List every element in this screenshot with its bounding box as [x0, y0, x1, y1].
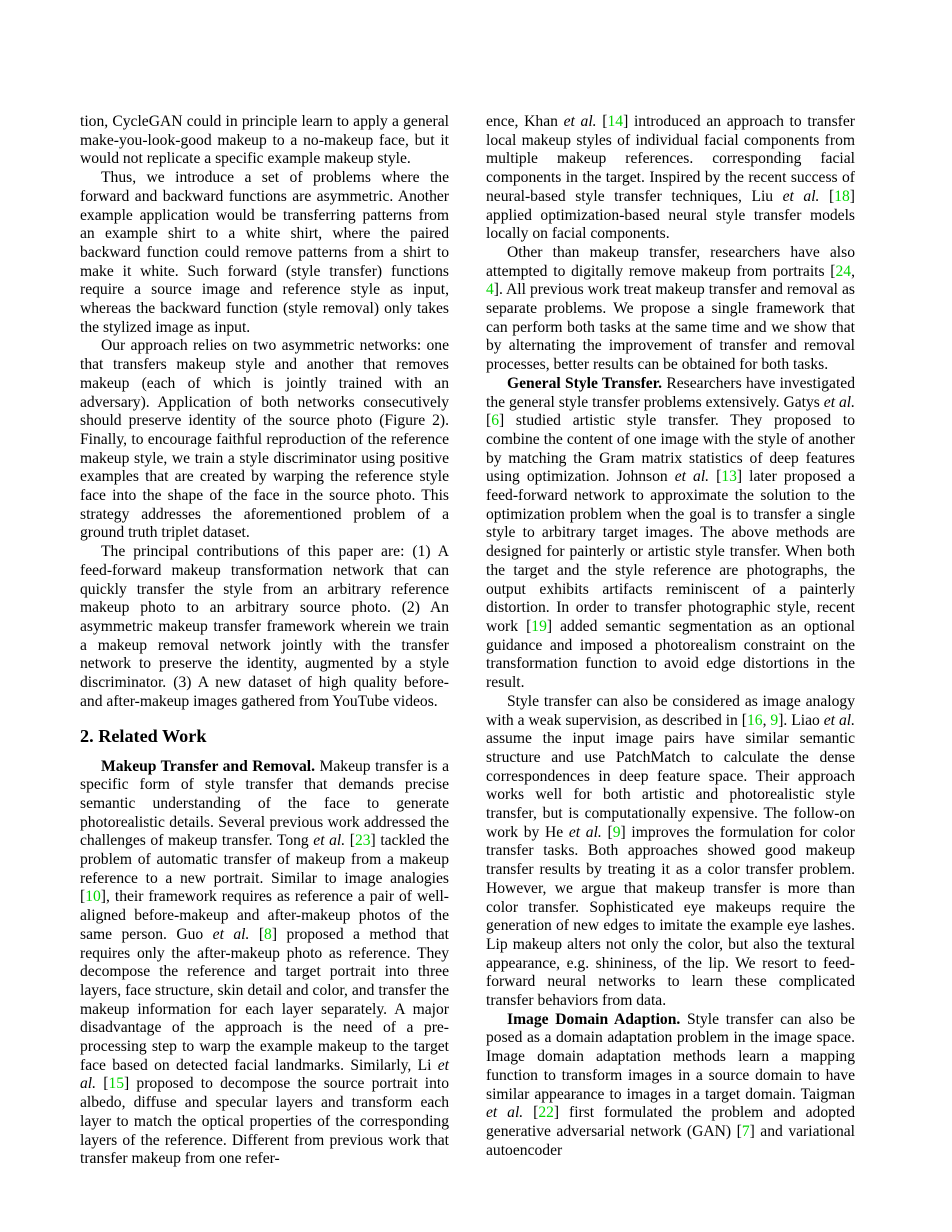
- italic-text: et al.: [563, 113, 597, 130]
- body-text: ] studied artistic style transfer. They proposed to combine the content of one image with the style of another by matching the Gram matrix statistics of deep features using optimization. Johnson: [486, 412, 855, 486]
- body-text: tion, CycleGAN could in principle learn to apply a general make-you-look-good makeup to a no-makeup face, but it would not replicate a specific example makeup style.: [80, 113, 449, 168]
- body-text: Thus, we introduce a set of problems where the forward and backward functions are asymmetric. Another example application would be transferring patterns from an example shirt to a white shirt, where the paired backward function could remove patterns from a shirt to make it white. Such forward (style transfer) functions require a source image and reference style as input, whereas the backward function (style removal) only takes the stylized image as input.: [80, 169, 449, 336]
- citation-link[interactable]: 10: [85, 888, 101, 906]
- paragraph: [486, 244, 855, 375]
- body-text: ] first formulated the problem and adopted generative adversarial network (GAN) [: [486, 1104, 855, 1140]
- body-text: ]. All previous work treat makeup transfer and removal as separate problems. We propose a single framework that can perform both tasks at the same time and we show that by alternating the improvement of transfer and removal processes, better results can be obtained for both tasks.: [486, 281, 855, 374]
- paragraph: [486, 113, 855, 244]
- body-text: ] proposed a method that requires only the after-makeup photo as reference. They decompose the reference and target portrait into three layers, face structure, skin detail and color, and transfer the makeup information for each layer separately. A major disadvantage of the approach is the need of a pre-processing step to warp the example makeup to the target face based on detected facial landmarks. Similarly, Li: [80, 925, 449, 1074]
- citation-link[interactable]: 6: [491, 412, 499, 430]
- citation-link[interactable]: 15: [108, 1075, 125, 1093]
- italic-text: et al.: [823, 393, 855, 411]
- paragraph: [80, 543, 449, 711]
- italic-text: et al.: [674, 468, 710, 486]
- text-column-left: [80, 113, 449, 1169]
- body-text: Our approach relies on two asymmetric networks: one that transfers makeup style and another that removes makeup (each of which is jointly trained with an adversary). Application of both networks consecutively should preserve identity of the source photo (Figure 2). Finally, to encourage faithful reproduction of the reference makeup style, we train a style discriminator using positive examples that are created by warping the reference style face into the shape of the face in the source photo. This strategy addresses the aforementioned problem of a ground truth triplet dataset.: [80, 337, 449, 542]
- body-text: ] and variational autoencoder: [486, 1122, 855, 1159]
- paragraph: [80, 758, 449, 1169]
- body-text: Makeup transfer is a specific form of style transfer that demands precise semantic understanding of the face to generate photorealistic details. Several previous work addressed the challenges of makeup transfer. Tong: [80, 757, 449, 850]
- body-text: ] introduced an approach to transfer local makeup styles of individual facial components from multiple makeup references. corresponding facial components in the target. Inspired by the recent success of neural-based style transfer techniques, Liu: [486, 113, 855, 205]
- body-text: The principal contributions of this paper are: (1) A feed-forward makeup transformation network that can quickly transfer the style from an arbitrary reference makeup photo to an arbitrary source photo. (2) An asymmetric makeup transfer framework wherein we train a makeup removal network jointly with the transfer network to preserve the identity, augmented by a style discriminator. (3) A new dataset of high quality before- and after-makeup images gathered from YouTube videos.: [80, 543, 449, 710]
- citation-link[interactable]: 16: [746, 711, 763, 729]
- body-text: [: [249, 925, 265, 943]
- citation-link[interactable]: 9: [612, 823, 621, 841]
- citation-link[interactable]: 24: [835, 262, 852, 280]
- body-text: Style transfer can also be posed as a domain adaptation problem in the image space. Image domain adaptation methods learn a mapping function to transform images in a source domain to have similar appearance to images in a target domain. Taigman: [486, 1010, 855, 1103]
- body-text: [: [345, 832, 355, 850]
- citation-link[interactable]: 13: [721, 468, 737, 486]
- paragraph-lead-bold: Makeup Transfer and Removal.: [101, 757, 316, 775]
- body-text: ] applied optimization-based neural style transfer models locally on facial components.: [486, 187, 855, 243]
- body-text: ,: [762, 711, 771, 729]
- body-text: ], their framework requires as reference a pair of well-aligned before-makeup and after-makeup photos of the same person. Guo: [80, 888, 449, 943]
- citation-link[interactable]: 22: [538, 1104, 554, 1122]
- italic-text: et al.: [782, 187, 820, 205]
- citation-link[interactable]: 4: [486, 281, 494, 299]
- body-text: [: [819, 187, 835, 205]
- body-text: Other than makeup transfer, researchers have also attempted to digitally remove makeup from portraits [: [486, 243, 855, 280]
- italic-text: et al.: [80, 1056, 449, 1093]
- italic-text: et al.: [486, 1104, 524, 1122]
- body-text: ] added semantic segmentation as an optional guidance and imposed a photorealism constraint on the transformation function to avoid edge distortions in the result.: [486, 617, 856, 692]
- citation-link[interactable]: 18: [834, 187, 850, 205]
- body-text: ] proposed to decompose the source portrait into albedo, diffuse and specular layers and transform each layer to match the optical properties of the corresponding layers of the reference. Different from previous work that transfer makeup from one refer-: [80, 1075, 449, 1168]
- paragraph-lead-bold: Image Domain Adaption.: [507, 1010, 681, 1028]
- italic-text: et al.: [568, 823, 602, 841]
- body-text: ] improves the formulation for color transfer tasks. Both approaches showed good makeup transfer results by treating it as a color transfer problem. However, we argue that makeup transfer is more than color transfer. Sophisticated eye makeups require the generation of new edges to imitate the example eye lashes. Lip makeup alters not only the color, but also the textural appearance, e.g. shininess, of the lip. We resort to feed-forward neural networks to learn these complicated transfer behaviors from data.: [486, 823, 855, 1010]
- paragraph: [80, 113, 449, 169]
- citation-link[interactable]: 23: [354, 832, 371, 850]
- body-text: Style transfer can also be considered as image analogy with a weak supervision, as described in [: [486, 692, 855, 729]
- body-text: [: [709, 468, 722, 486]
- italic-text: et al.: [823, 711, 855, 729]
- body-text: ] later proposed a feed-forward network to approximate the solution to the optimization problem when the goal is to transfer a single style to arbitrary target images. The above methods are designed for painterly or artistic style transfer. When both the target and the style reference are photographs, the output exhibits artifacts reminiscent of a painterly distortion. In order to transfer photographic style, recent work [: [486, 468, 855, 635]
- citation-link[interactable]: 14: [607, 113, 624, 130]
- citation-link[interactable]: 9: [770, 711, 779, 729]
- body-text: assume the input image pairs have similar semantic structure and use PatchMatch to calculate the dense correspondences in deep feature space. Their approach works well for both artistic and photorealistic style transfer, but is computationally expensive. The follow-on work by He: [486, 730, 855, 841]
- italic-text: et al.: [212, 925, 250, 943]
- body-text: ,: [851, 262, 855, 280]
- section-heading-related-work: 2. Related Work: [80, 725, 207, 746]
- paragraph: [80, 337, 449, 543]
- paragraph: [486, 375, 855, 693]
- paragraph: [486, 1011, 855, 1161]
- body-text: ence, Khan: [486, 113, 564, 130]
- citation-link[interactable]: 19: [531, 617, 547, 635]
- body-text: [: [486, 412, 492, 430]
- paragraph: [80, 169, 449, 337]
- body-text: [: [96, 1075, 109, 1093]
- body-text: [: [523, 1104, 539, 1122]
- body-text: Researchers have investigated the general style transfer problems extensively. Gatys: [486, 374, 855, 411]
- italic-text: et al.: [313, 832, 346, 850]
- text-column-right: [486, 113, 855, 1160]
- paragraph: [486, 693, 855, 1011]
- body-text: ] tackled the problem of automatic transfer of makeup from a makeup reference to a new portrait. Similar to image analogies [: [80, 832, 449, 906]
- paragraph-lead-bold: General Style Transfer.: [507, 374, 663, 392]
- body-text: [: [601, 823, 613, 841]
- citation-link[interactable]: 8: [264, 925, 272, 943]
- citation-link[interactable]: 7: [741, 1122, 750, 1140]
- body-text: ]. Liao: [778, 711, 824, 729]
- body-text: [: [596, 113, 608, 130]
